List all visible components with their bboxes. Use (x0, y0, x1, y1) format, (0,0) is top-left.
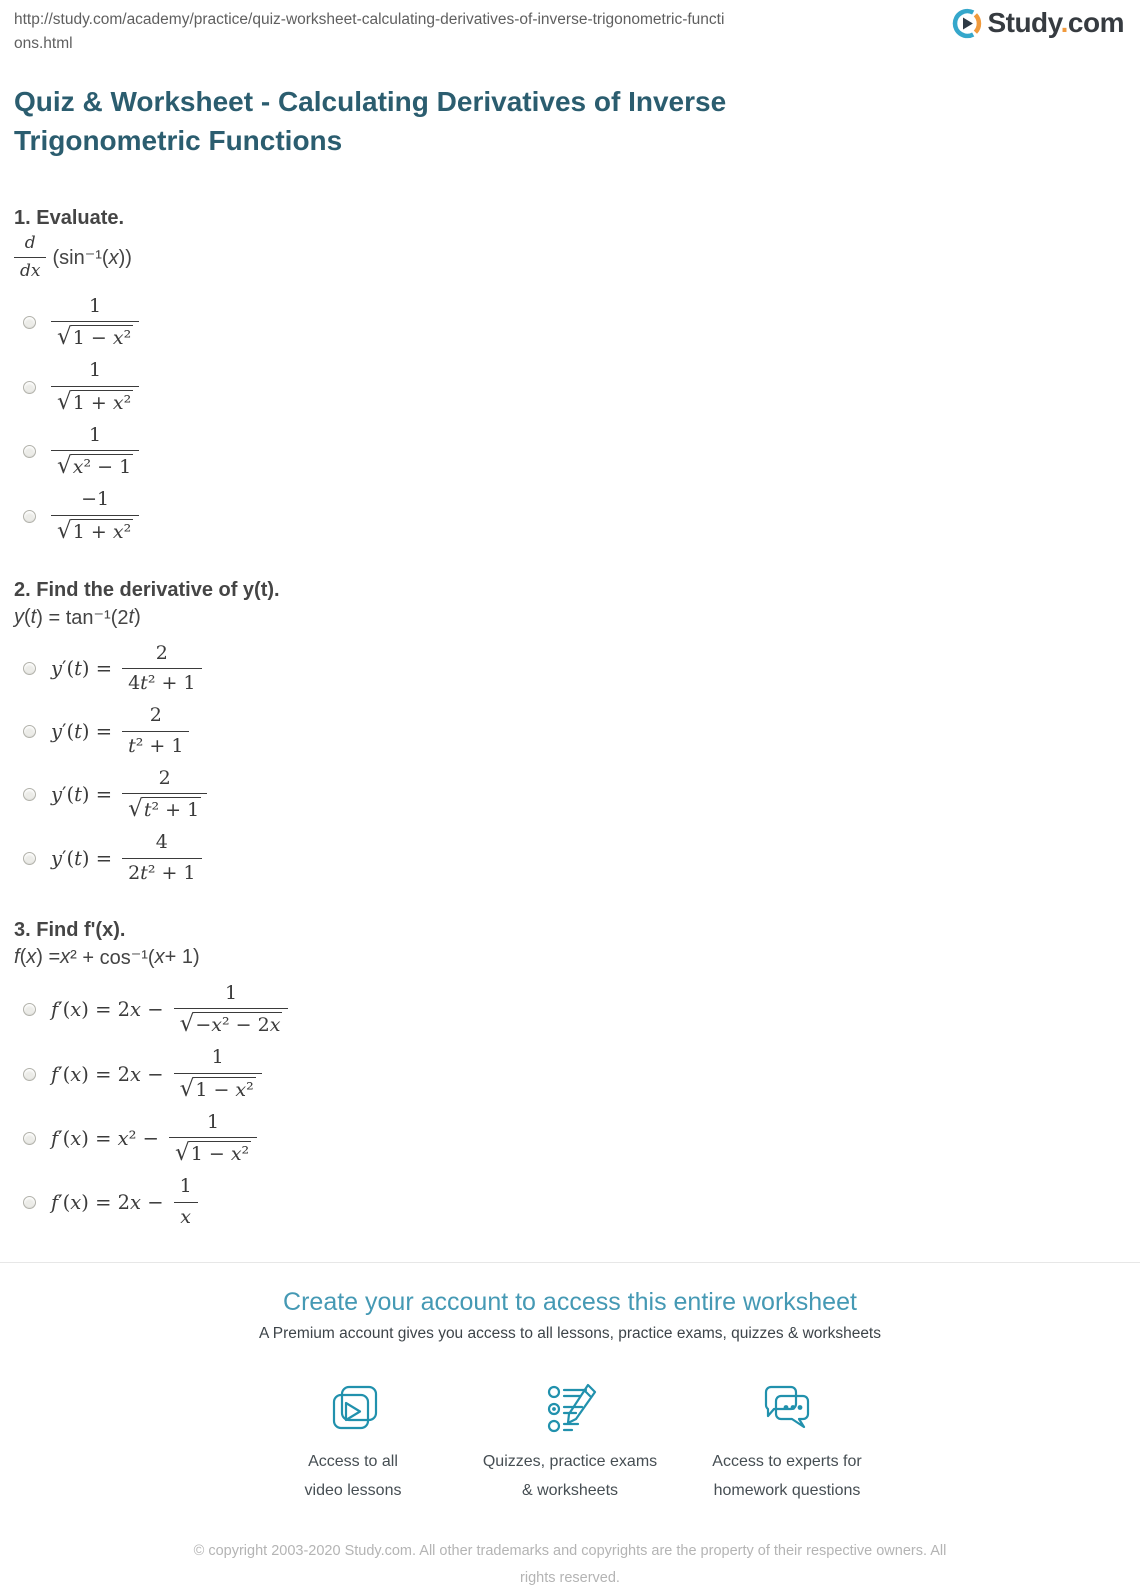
studycom-logo[interactable] (951, 7, 1124, 39)
answer-option[interactable]: y′(t) = $\frac{2}{\text{√t² + 1}}$ (14, 767, 1140, 824)
radio-button[interactable] (23, 510, 36, 523)
premium-subheading: A Premium account gives you access to all lessons, practice exams, quizzes & worksheets (259, 1324, 881, 1342)
answer-option[interactable]: $\frac{1}{\text{√1 + x²}}$ (14, 359, 1140, 416)
answer-option[interactable]: f′(x) = 2x − $\frac{1}{\text{√1 − x²}}$ (14, 1046, 1140, 1103)
answer-option[interactable]: y′(t) = $\frac{2}{\text{t² + 1}}$ (14, 704, 1140, 759)
feature-list (0, 1383, 1140, 1505)
feature-video-lessons (245, 1383, 462, 1505)
formula-numerator: d (24, 233, 36, 253)
question-1-formula (14, 233, 1140, 283)
answer-option[interactable]: y′(t) = $\frac{2}{\text{4t² + 1}}$ (14, 642, 1140, 697)
question-2-formula: y ( t ) = tan⁻¹(2 t ) (14, 605, 141, 629)
question-3 (14, 919, 1140, 1230)
question-2-options (14, 642, 1140, 886)
answer-option[interactable]: $\frac{-1}{\text{√1 + x²}}$ (14, 488, 1140, 545)
answer-option[interactable]: f′(x) = x² − $\frac{1}{\text{√1 − x²}}$ (14, 1111, 1140, 1168)
create-account-heading: Create your account to access this entire worksheet (283, 1287, 857, 1316)
experts-chat-icon (679, 1383, 896, 1437)
answer-option[interactable]: f′(x) = 2x − $\frac{1}{x}$ (14, 1175, 1140, 1230)
video-lessons-icon (245, 1383, 462, 1437)
page-title: Quiz & Worksheet - Calculating Derivatives of Inverse Trigonometric Functions (14, 86, 727, 156)
formula-denominator: dx (14, 257, 46, 282)
formula-expression: (sin⁻¹(x)) (52, 247, 132, 270)
answer-option[interactable]: y′(t) = $\frac{4}{\text{2t² + 1}}$ (14, 831, 1140, 886)
radio-button[interactable] (23, 852, 36, 865)
quiz-questions (14, 207, 1140, 1230)
question-2-header: 2. Find the derivative of y(t). (14, 578, 280, 601)
radio-button[interactable] (23, 381, 36, 394)
radio-button[interactable] (23, 1132, 36, 1145)
question-3-options (14, 982, 1140, 1230)
feature-quizzes-worksheets (462, 1383, 679, 1505)
radio-button[interactable] (23, 662, 36, 675)
radio-button[interactable] (23, 725, 36, 738)
play-circle-icon (951, 8, 987, 39)
top-bar (0, 0, 1140, 56)
answer-option[interactable]: $\frac{1}{\text{√x² − 1}}$ (14, 424, 1140, 481)
question-1-header: 1. Evaluate. (14, 207, 125, 229)
question-3-formula: f ( x ) = x ² + cos⁻¹( x + 1) (14, 945, 200, 969)
question-1-options (14, 295, 1140, 545)
feature-label: Access to all video lessons (304, 1452, 402, 1499)
quiz-worksheet-icon (462, 1383, 679, 1437)
radio-button[interactable] (23, 1068, 36, 1081)
copyright-notice: © copyright 2003-2020 Study.com. All other trademarks and copyrights are the property of their respective owners. All rights reserved. (193, 1542, 947, 1586)
feature-expert-help (679, 1383, 896, 1505)
feature-label: Access to experts for homework questions (712, 1452, 862, 1499)
radio-button[interactable] (23, 316, 36, 329)
question-3-header: 3. Find f'(x). (14, 918, 126, 941)
page-url: http://study.com/academy/practice/quiz-worksheet-calculating-derivatives-of-inverse-trigonometric-functions.html (14, 11, 725, 52)
radio-button[interactable] (23, 445, 36, 458)
answer-option[interactable]: f′(x) = 2x − $\frac{1}{\text{√−x² − 2x}}$ (14, 982, 1140, 1039)
radio-button[interactable] (23, 788, 36, 801)
question-2 (14, 579, 1140, 886)
radio-button[interactable] (23, 1003, 36, 1016)
footer-divider (0, 1262, 1140, 1263)
answer-option[interactable]: $\frac{1}{\text{√1 − x²}}$ (14, 295, 1140, 352)
question-1 (14, 207, 1140, 545)
logo-text: Study.com (987, 7, 1124, 38)
radio-button[interactable] (23, 1196, 36, 1209)
feature-label: Quizzes, practice exams & worksheets (482, 1452, 658, 1499)
